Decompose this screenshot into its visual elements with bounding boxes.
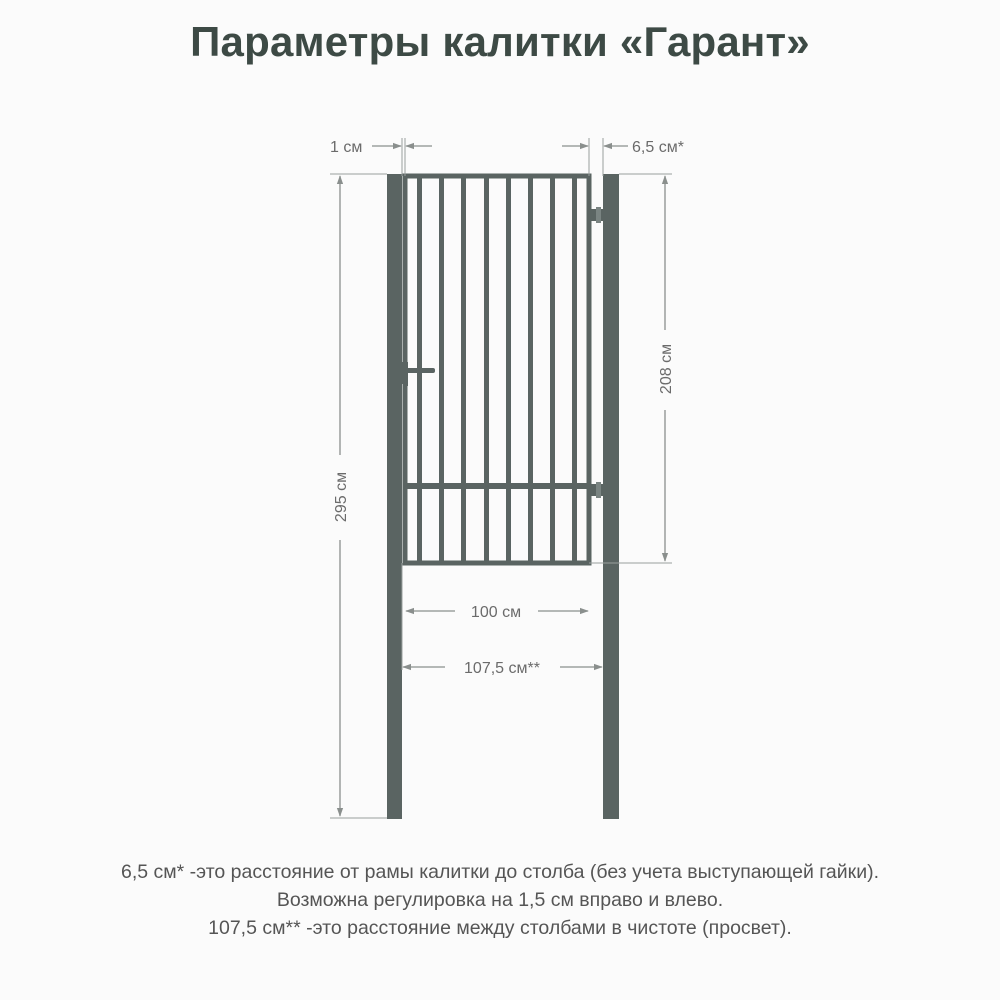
hinge-icon (589, 482, 603, 498)
footnote-line: 107,5 см** -это расстояние между столбами в чистоте (просвет). (208, 917, 792, 939)
footnote-line: Возможна регулировка на 1,5 см вправо и влево. (276, 889, 724, 911)
total-height-label: 295 см (333, 471, 350, 523)
left-post (387, 174, 402, 819)
gate-bars (417, 178, 577, 561)
post-gap-label: 6,5 см* (632, 139, 684, 156)
frame-gap-label: 1 см (330, 139, 363, 156)
gate-width-label: 100 см (470, 604, 522, 621)
extension-lines (330, 138, 672, 818)
clearance-label: 107,5 см** (464, 660, 540, 677)
footnote-line: 6,5 см* -это расстояние от рамы калитки до столба (без учета выступающей гайки). (120, 861, 880, 883)
right-post (603, 174, 619, 819)
hinge-icon (589, 207, 603, 223)
footnotes (0, 858, 1000, 942)
page-title: Параметры калитки «Гарант» (190, 18, 810, 65)
gate-height-label: 208 см (658, 343, 675, 395)
